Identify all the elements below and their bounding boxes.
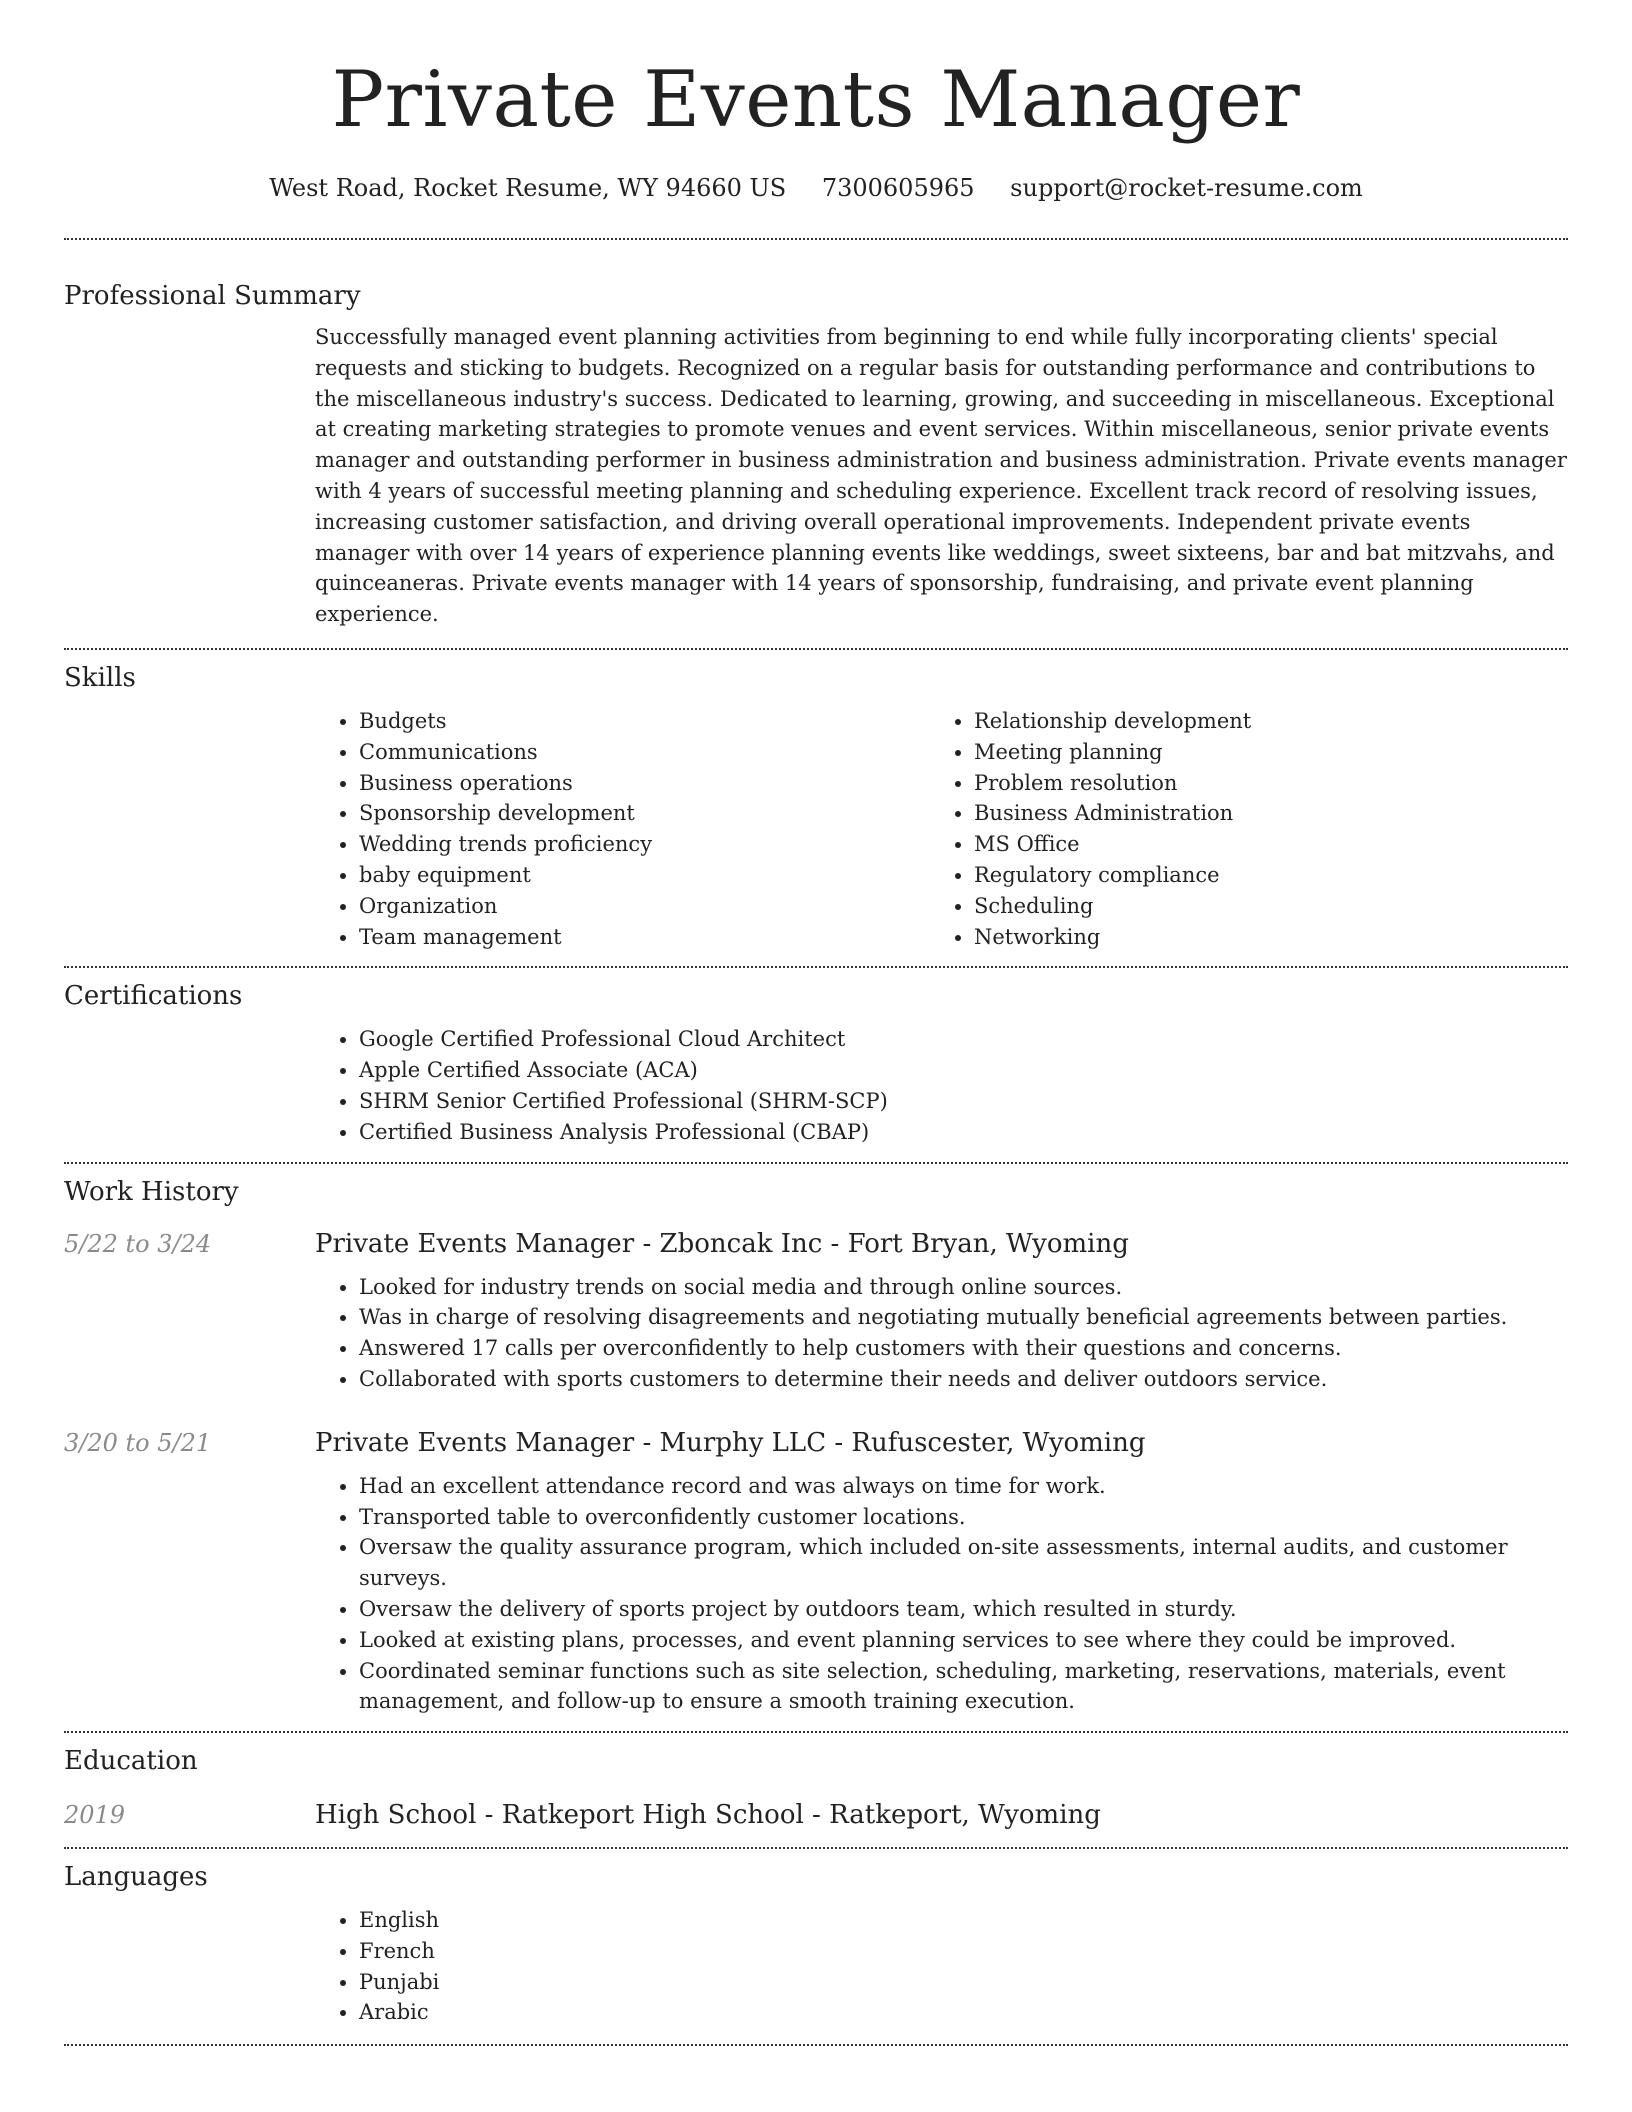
job-details [315,1272,1568,1395]
certification-item: • Apple Certified Associate (ACA) [359,1055,1568,1086]
skill-item: • Team management [359,922,930,953]
languages-content [315,1905,1568,2028]
skill-item: • Meeting planning [974,737,1545,768]
job-dates: 5/22 to 3/24 [64,1229,212,1258]
skills-content [315,706,1568,952]
resume-header [64,0,1568,204]
job-bullet: • Collaborated with sports customers to determine their needs and deliver outdoors service. [359,1364,1568,1395]
languages-section [64,1849,1568,2044]
skill-item: • Wedding trends proficiency [359,829,930,860]
certification-item: • Certified Business Analysis Professional (CBAP) [359,1117,1568,1148]
summary-section [64,240,1568,648]
skills-column-right [930,706,1545,952]
job-header [64,1427,1568,1459]
skill-item: • Scheduling [974,891,1545,922]
skills-section [64,650,1568,966]
section-title: Certifications [64,981,243,1012]
job-bullet: • Oversaw the delivery of sports project by outdoors team, which resulted in sturdy. [359,1594,1568,1625]
job-bullets [315,1272,1568,1395]
education-entry [64,1799,1568,1831]
job-heading: Private Events Manager - Murphy LLC - Rufuscester, Wyoming [315,1427,1146,1458]
skills-list-left [315,706,930,952]
certifications-content [315,1024,1568,1147]
certification-item: • SHRM Senior Certified Professional (SHRM-SCP) [359,1086,1568,1117]
job-bullet: • Was in charge of resolving disagreements and negotiating mutually beneficial agreements between parties. [359,1302,1568,1333]
job-bullet: • Looked for industry trends on social media and through online sources. [359,1272,1568,1303]
job-bullet: • Coordinated seminar functions such as site selection, scheduling, marketing, reservations, materials, event management, and follow-up to ensure a smooth training execution. [359,1656,1568,1718]
skill-item: • Sponsorship development [359,798,930,829]
job-bullet: • Looked at existing plans, processes, and event planning services to see where they could be improved. [359,1625,1568,1656]
contact-line [64,172,1568,204]
section-title: Education [64,1746,198,1777]
job-bullet: • Oversaw the quality assurance program, which included on-site assessments, internal audits, and customer surveys. [359,1532,1568,1594]
job-bullet: • Transported table to overconfidently customer locations. [359,1502,1568,1533]
job-details [315,1471,1568,1717]
certification-item: • Google Certified Professional Cloud Architect [359,1024,1568,1055]
language-item: • English [359,1905,1568,1936]
skill-item: • baby equipment [359,860,930,891]
section-title: Languages [64,1862,208,1893]
education-date: 2019 [64,1801,126,1830]
work-history-section [64,1164,1568,1732]
summary-content [315,322,1568,630]
skill-item: • Networking [974,922,1545,953]
skill-item: • Regulatory compliance [974,860,1545,891]
job-bullet: • Had an excellent attendance record and was always on time for work. [359,1471,1568,1502]
skill-item: • Communications [359,737,930,768]
skills-column-left [315,706,930,952]
job-bullet: • Answered 17 calls per overconfidently to help customers with their questions and concerns. [359,1333,1568,1364]
summary-text: Successfully managed event planning activities from beginning to end while fully incorporating clients' special requests and sticking to budgets. Recognized on a regular basis for outstanding performance and contributions to the miscellaneous industry's success. Dedicated to learning, growing, and succeeding in miscellaneous. Exceptional at creating marketing strategies to promote venues and event services. Within miscellaneous, senior private events manager and outstanding performer in business administration and business administration. Private events manager with 4 years of successful meeting planning and scheduling experience. Excellent track record of resolving issues, increasing customer satisfaction, and driving overall operational improvements. Independent private events manager with over 14 years of experience planning events like weddings, sweet sixteens, bar and bat mitzvahs, and quinceaneras. Private events manager with 14 years of sponsorship, fundraising, and private event planning experience. [315,325,1567,627]
skill-item: • Relationship development [974,706,1545,737]
certifications-section [64,968,1568,1161]
language-item: • Punjabi [359,1967,1568,1998]
language-item: • Arabic [359,1997,1568,2028]
job-header [64,1228,1568,1260]
skill-item: • Budgets [359,706,930,737]
contact-address: West Road, Rocket Resume, WY 94660 US [269,174,787,202]
skill-item: • Problem resolution [974,768,1545,799]
divider [64,2044,1568,2046]
section-title: Professional Summary [64,281,361,311]
education-section [64,1733,1568,1847]
education-heading: High School - Ratkeport High School - Ratkeport, Wyoming [315,1800,1101,1831]
contact-email: support@rocket-resume.com [1010,174,1363,202]
section-title: Work History [64,1176,239,1207]
language-item: • French [359,1936,1568,1967]
job-dates: 3/20 to 5/21 [64,1428,212,1457]
job-heading: Private Events Manager - Zboncak Inc - Fort Bryan, Wyoming [315,1228,1129,1259]
skill-item: • MS Office [974,829,1545,860]
skills-list-right [930,706,1545,952]
languages-list [315,1905,1568,2028]
job-entry [64,1427,1568,1717]
skill-item: • Organization [359,891,930,922]
job-entry [64,1228,1568,1395]
job-bullets [315,1471,1568,1717]
skill-item: • Business Administration [974,798,1545,829]
certifications-list [315,1024,1568,1147]
contact-phone: 7300605965 [821,174,975,202]
candidate-name: Private Events Manager [331,55,1301,145]
skill-item: • Business operations [359,768,930,799]
section-title: Skills [64,662,136,693]
